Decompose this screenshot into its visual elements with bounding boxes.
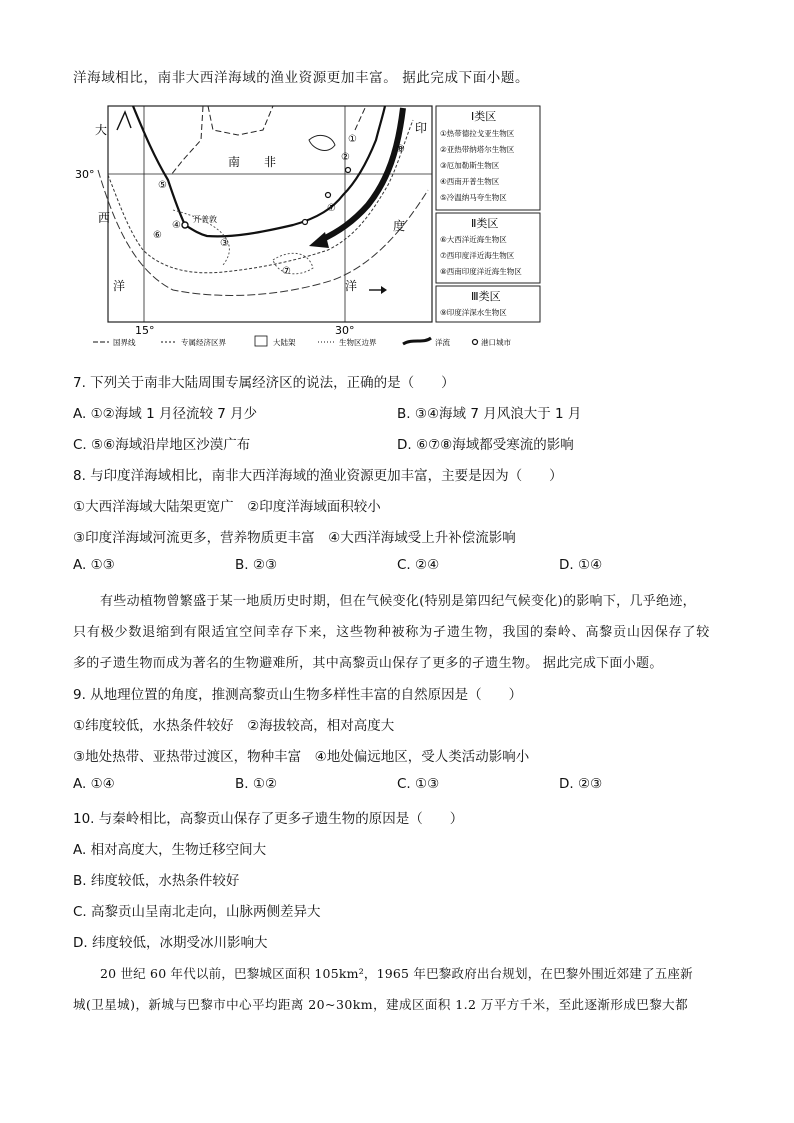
lesotho-border	[309, 135, 335, 150]
legend-class3-item: ⑨印度洋深水生物区	[440, 308, 507, 317]
q9-option-b: B. ①②	[235, 776, 278, 792]
q7-stem: 7. 下列关于南非大陆周围专属经济区的说法，正确的是（ ）	[73, 375, 455, 391]
legend-port-icon	[473, 340, 478, 345]
label-du: 度	[393, 219, 406, 233]
legend-class1-item: ③厄加勒斯生物区	[440, 161, 500, 170]
q9-statements-1: ①纬度较低，水热条件较好 ②海拔较高，相对高度大	[73, 718, 395, 734]
label-xi: 西	[98, 211, 111, 225]
legend-border: 国界线	[113, 338, 136, 347]
legend-current-icon	[403, 338, 431, 344]
q9-stem: 9. 从地理位置的角度，推测高黎贡山生物多样性丰富的自然原因是（ ）	[73, 687, 523, 703]
shelf-boundary	[108, 120, 413, 273]
port-city-icon	[303, 220, 308, 225]
passage3-line1: 20 世纪 60 年代以前，巴黎城区面积 105km²，1965 年巴黎政府出台规划，在巴黎外围近郊建了五座新	[100, 966, 693, 981]
label-lon-15: 15°	[135, 324, 155, 337]
q9-statements-2: ③地处热带、亚热带过渡区，物种丰富 ④地处偏远地区，受人类活动影响小	[73, 749, 530, 765]
q8-option-a: A. ①③	[73, 557, 115, 573]
region-num-2: ②	[341, 152, 350, 163]
q10-option-d: D. 纬度较低，冰期受冰川影响大	[73, 935, 268, 951]
port-city-icon	[182, 222, 188, 228]
passage2-line1: 有些动植物曾繁盛于某一地质历史时期，但在气候变化(特别是第四纪气候变化)的影响下，几乎绝迹，	[100, 594, 696, 609]
legend-class3-title: Ⅲ类区	[471, 290, 501, 303]
legend-bioregion: 生物区边界	[339, 338, 377, 347]
region-num-6: ⑥	[153, 230, 162, 241]
q9-option-c: C. ①③	[397, 776, 440, 792]
legend-class2-item: ⑧西南印度洋近海生物区	[440, 267, 522, 276]
q8-stem: 8. 与印度洋海域相比，南非大西洋海域的渔业资源更加丰富，主要是因为（ ）	[73, 468, 563, 484]
label-lat-30: 30°	[75, 168, 95, 181]
q10-stem: 10. 与秦岭相比，高黎贡山保存了更多孑遗生物的原因是（ ）	[73, 811, 464, 827]
legend-current: 洋流	[435, 338, 450, 347]
border-line	[355, 108, 365, 130]
q9-option-a: A. ①④	[73, 776, 115, 792]
q7-option-d: D. ⑥⑦⑧海域都受寒流的影响	[397, 437, 574, 453]
passage3-line2: 城(卫星城)，新城与巴黎市中心平均距离 20~30km，建成区面积 1.2 万平方千米，至此逐渐形成巴黎大都	[73, 997, 689, 1012]
legend-shelf: 大陆架	[273, 338, 296, 347]
region-num-4: ④	[172, 220, 181, 231]
q9-option-d: D. ②③	[559, 776, 603, 792]
label-yang2: 洋	[345, 279, 358, 293]
region-num-7: ⑦	[327, 203, 336, 214]
label-da: 大	[95, 123, 108, 137]
q8-statements-1: ①大西洋海域大陆架更宽广 ②印度洋海域面积较小	[73, 499, 381, 515]
q10-option-b: B. 纬度较低，水热条件较好	[73, 873, 240, 889]
legend-port: 港口城市	[481, 338, 511, 347]
legend-class1-title: Ⅰ类区	[471, 110, 497, 123]
q10-option-c: C. 高黎贡山呈南北走向，山脉两侧差异大	[73, 904, 321, 920]
north-arrow-icon	[117, 112, 131, 130]
q8-statements-2: ③印度洋海域河流更多，营养物质更丰富 ④大西洋海域受上升补偿流影响	[73, 530, 516, 546]
border-line	[208, 106, 273, 135]
q8-option-d: D. ①④	[559, 557, 603, 573]
region-num-5: ⑤	[158, 180, 167, 191]
q7-option-a: A. ①②海域 1 月径流较 7 月少	[73, 406, 258, 422]
passage2-line2: 只有极少数退缩到有限适宜空间幸存下来，这些物种被称为孑遗生物，我国的秦岭、高黎贡山因保存了较	[73, 625, 711, 640]
small-arrow-head	[381, 286, 387, 294]
label-yin: 印	[415, 121, 428, 135]
region-num-3: ③	[220, 238, 229, 249]
q10-option-a: A. 相对高度大，生物迁移空间大	[73, 842, 267, 858]
legend-class2-item: ⑥大西洋近海生物区	[440, 235, 507, 244]
region-num-7b: ⑦	[282, 266, 291, 277]
south-africa-map	[73, 100, 543, 350]
legend-class1-item: ④西南开普生物区	[440, 177, 500, 186]
legend-class1-item: ①热带德拉戈亚生物区	[440, 129, 515, 138]
legend-class1-item: ②亚热带纳塔尔生物区	[440, 145, 515, 154]
legend-class2-item: ⑦西印度洋近海生物区	[440, 251, 515, 260]
label-lon-30: 30°	[335, 324, 355, 337]
q8-option-c: C. ②④	[397, 557, 440, 573]
q7-option-c: C. ⑤⑥海域沿岸地区沙漠广布	[73, 437, 251, 453]
label-nanfei: 南 非	[228, 155, 277, 169]
port-city-icon	[346, 168, 351, 173]
label-cape-town: 开普敦	[193, 215, 217, 224]
passage2-line3: 多的孑遗生物而成为著名的生物避难所，其中高黎贡山保存了更多的孑遗生物。 据此完成下面小题。	[73, 656, 663, 671]
q7-option-b: B. ③④海域 7 月风浪大于 1 月	[397, 406, 582, 422]
region-num-8: ⑧	[396, 144, 405, 155]
legend-eez: 专属经济区界	[181, 338, 226, 347]
port-city-icon	[326, 193, 331, 198]
legend-class2-title: Ⅱ类区	[471, 217, 499, 230]
q8-option-b: B. ②③	[235, 557, 278, 573]
intro-line: 洋海域相比，南非大西洋海域的渔业资源更加丰富。 据此完成下面小题。	[73, 70, 530, 86]
region-num-1: ①	[348, 134, 357, 145]
label-yang: 洋	[113, 279, 126, 293]
legend-class1-item: ⑤冷温纳马夸生物区	[440, 193, 507, 202]
border-line	[171, 106, 203, 175]
